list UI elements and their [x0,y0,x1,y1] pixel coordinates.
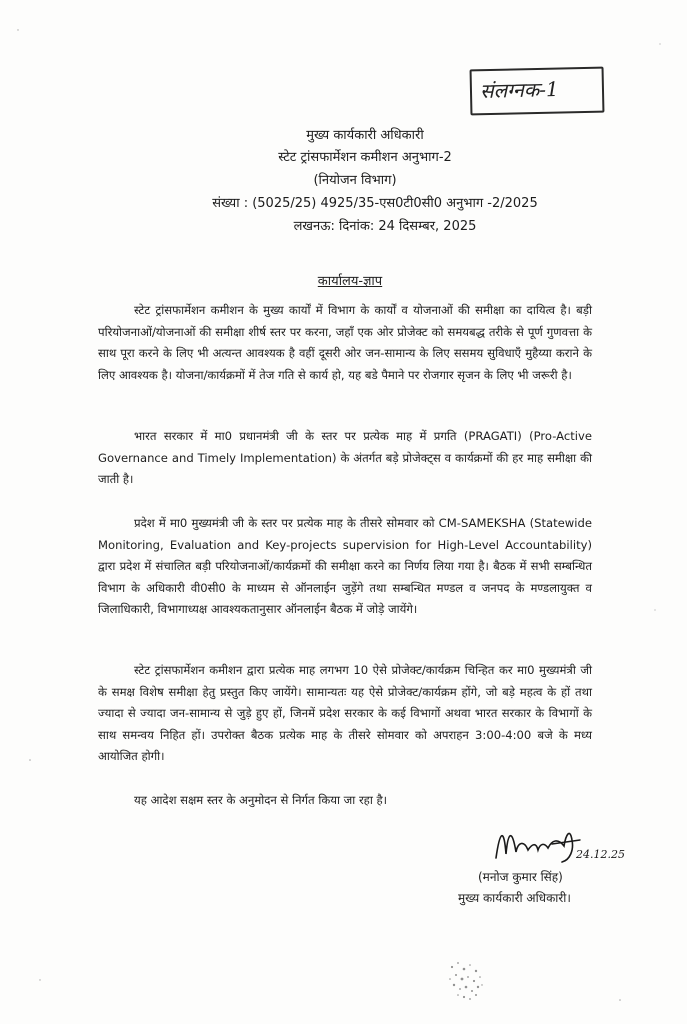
signatory-name: (मनोज कुमार सिंह) [478,870,563,884]
header-office: मुख्य कार्यकारी अधिकारी [306,128,424,143]
paragraph-3: प्रदेश में मा0 मुख्यमंत्री जी के स्तर पर प्रत्येक माह के तीसरे सोमवार को CM-SAMEKSHA (Statewide Monitoring, Evaluation and Key-projects supervision for High-Level Accountability) द्वारा प्रदेश में संचालित बड़ी परियोजनाओं/कार्यक्रमों की समीक्षा करने का निर्णय लिया गया है। बैठक में सभी सम्बन्धित विभाग के अधिकारी वी0सी0 के माध्यम से ऑनलाईन जुड़ेंगे तथा सम्बन्धित मण्डल व जनपद के मण्डलायुक्त व जिलाधिकारी, विभागाध्यक्ष आवश्यकतानुसार ऑनलाईन बैठक में जोड़े जायेंगे। [98,516,592,617]
header-place-date: लखनऊ: दिनांक: 24 दिसम्बर, 2025 [293,219,477,234]
signature-image [492,820,632,870]
document-title: कार्यालय-ज्ञाप [317,274,383,289]
header-department: (नियोजन विभाग) [313,173,397,188]
header-section: स्टेट ट्रांसफार्मेशन कमीशन अनुभाग-2 [278,150,452,165]
paragraph-1: स्टेट ट्रांसफार्मेशन कमीशन के मुख्य कार्यों में विभाग के कार्यों व योजनाओं की समीक्षा का दायित्व है। बड़ी परियोजनाओं/योजनाओं की समीक्षा शीर्ष स्तर पर करना, जहाँ एक ओर प्रोजेक्ट को समयबद्ध तरीके से पूर्ण गुणवत्ता के साथ पूरा करने के लिए भी अत्यन्त आवश्यक है वहीं दूसरी ओर जन-सामान्य के लिए ससमय सुविधाएँ मुहैय्या कराने के लिए आवश्यक है। योजना/कार्यक्रमों में तेज गति से कार्य हो, यह बडे पैमाने पर रोजगार सृजन के लिए भी जरूरी है। [98,303,592,382]
faint-stamp-mark [442,955,492,1005]
annexure-label: संलग्नक-1 [479,76,559,104]
signatory-designation: मुख्य कार्यकारी अधिकारी। [458,891,571,905]
paragraph-2: भारत सरकार में मा0 प्रधानमंत्री जी के स्तर पर प्रत्येक माह में प्रगति (PRAGATI) (Pro-Active Governance and Timely Implementation) के अंतर्गत बड़े प्रोजेक्ट्स व कार्यक्रमों की हर माह समीक्षा की जाती है। [98,429,592,487]
signature-date: 24.12.25 [576,848,625,861]
paragraph-5: यह आदेश सक्षम स्तर के अनुमोदन से निर्गत किया जा रहा है। [134,793,388,807]
paragraph-4: स्टेट ट्रांसफार्मेशन कमीशन द्वारा प्रत्येक माह लगभग 10 ऐसे प्रोजेक्ट/कार्यक्रम चिन्हित कर मा0 मुख्यमंत्री जी के समक्ष विशेष समीक्षा हेतु प्रस्तुत किए जायेंगे। सामान्यतः यह ऐसे प्रोजेक्ट/कार्यक्रम होंगे, जो बड़े महत्व के हों तथा ज्यादा से ज्यादा जन-सामान्य से जुड़े हुए हों, जिनमें प्रदेश सरकार के कई विभागों अथवा भारत सरकार के विभागों के साथ समन्वय निहित हों। उपरोक्त बैठक प्रत्येक माह के तीसरे सोमवार को अपराहन 3:00-4:00 बजे के मध्य आयोजित होगी। [98,663,592,764]
header-reference-number: संख्या : (5025/25) 4925/35-एस0टी0सी0 अनुभाग -2/2025 [212,196,538,211]
